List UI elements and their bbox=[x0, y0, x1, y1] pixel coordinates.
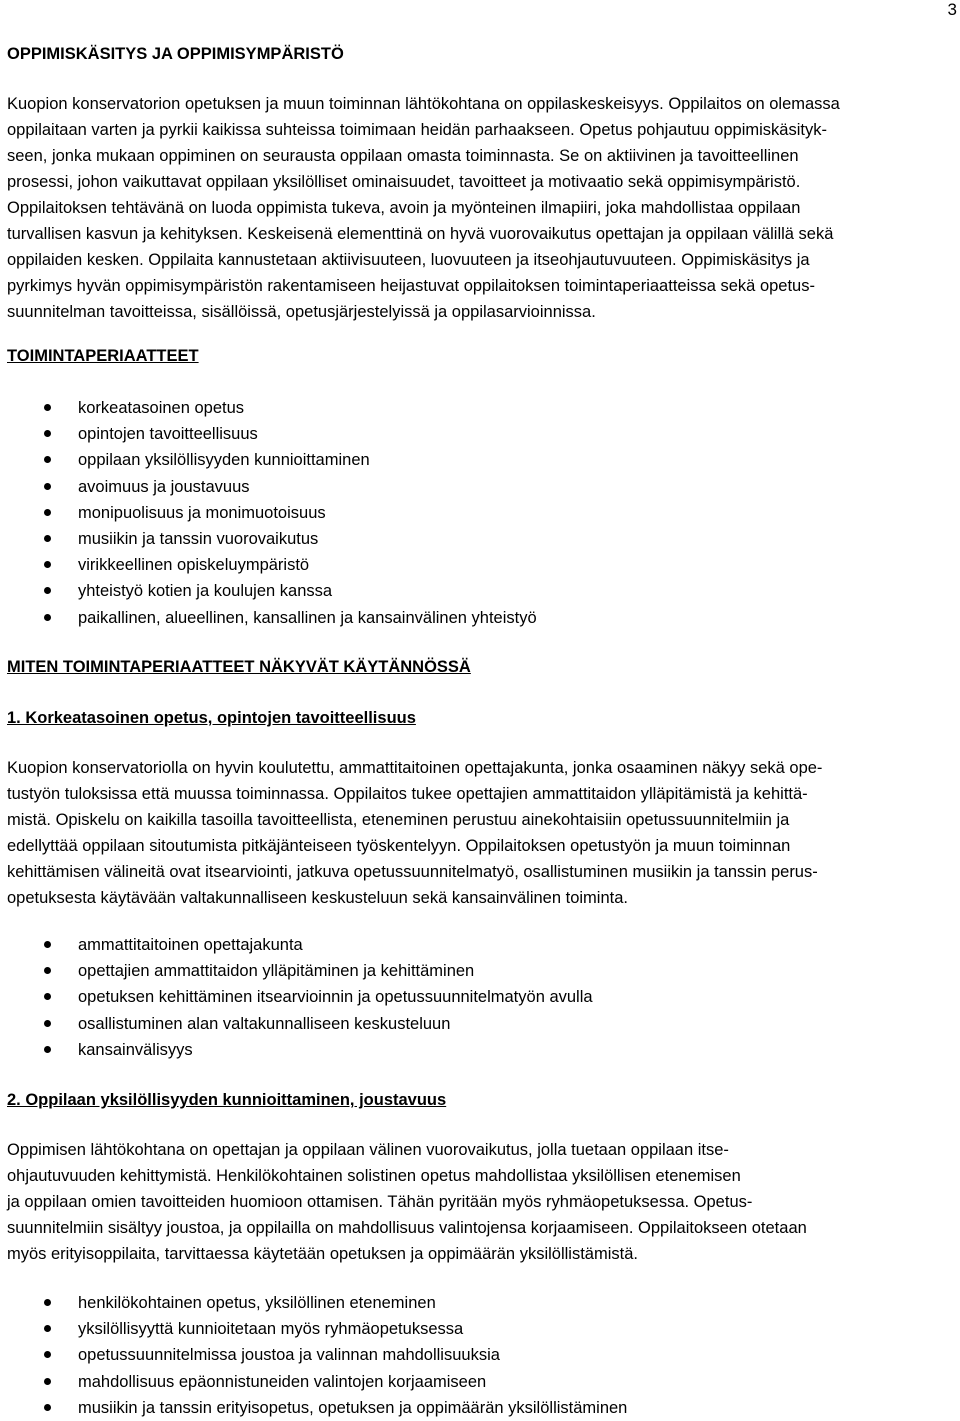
section2-heading: 2. Oppilaan yksilöllisyyden kunnioittaminen, joustavuus bbox=[7, 1091, 447, 1109]
page-title: OPPIMISKÄSITYS JA OPPIMISYMPÄRISTÖ bbox=[7, 45, 344, 63]
text-line: prosessi, johon vaikuttavat oppilaan yksilölliset ominaisuudet, tavoitteet ja motivaatio sekä oppimisympäristö. bbox=[7, 173, 801, 191]
list-item: osallistuminen alan valtakunnalliseen keskusteluun bbox=[7, 1011, 957, 1037]
section1-heading: 1. Korkeatasoinen opetus, opintojen tavoitteellisuus bbox=[7, 709, 416, 727]
list-item: yksilöllisyyttä kunnioitetaan myös ryhmäopetuksessa bbox=[7, 1316, 957, 1342]
list-item: yhteistyö kotien ja koulujen kanssa bbox=[7, 578, 957, 604]
list-item: avoimuus ja joustavuus bbox=[7, 474, 957, 500]
list-item: korkeatasoinen opetus bbox=[7, 395, 957, 421]
practice-heading: MITEN TOIMINTAPERIAATTEET NÄKYVÄT KÄYTÄNNÖSSÄ bbox=[7, 658, 471, 676]
list-item: kansainvälisyys bbox=[7, 1037, 957, 1063]
text-line: Kuopion konservatorion opetuksen ja muun toiminnan lähtökohtana on oppilaskeskeisyys. Oppilaitos on olemassa bbox=[7, 95, 840, 113]
text-line: Oppilaitoksen tehtävänä on luoda oppimista tukeva, avoin ja myönteinen ilmapiiri, joka mahdollistaa oppilaan bbox=[7, 199, 801, 217]
list-item: monipuolisuus ja monimuotoisuus bbox=[7, 500, 957, 526]
list-item: paikallinen, alueellinen, kansallinen ja kansainvälinen yhteistyö bbox=[7, 605, 957, 631]
section2-bullet-list bbox=[7, 1290, 957, 1421]
text-line: mistä. Opiskelu on kaikilla tasoilla tavoitteellista, eteneminen perustuu ainekohtaisiin opetussuunnitelmiin ja bbox=[7, 811, 790, 829]
text-line: ohjautuvuuden kehittymistä. Henkilökohtainen solistinen opetus mahdollistaa yksilöllisen etenemisen bbox=[7, 1167, 741, 1185]
text-line: Oppimisen lähtökohtana on opettajan ja oppilaan välinen vuorovaikutus, jolla tuetaan oppilaan itse- bbox=[7, 1141, 729, 1159]
list-item: ammattitaitoinen opettajakunta bbox=[7, 932, 957, 958]
principles-list bbox=[7, 395, 957, 631]
text-line: suunnitelmiin sisältyy joustoa, ja oppilailla on mahdollisuus valintojensa korjaamiseen. Oppilaitokseen otetaan bbox=[7, 1219, 807, 1237]
list-item: opetussuunnitelmissa joustoa ja valinnan mahdollisuuksia bbox=[7, 1342, 957, 1368]
list-item: oppilaan yksilöllisyyden kunnioittaminen bbox=[7, 447, 957, 473]
text-line: tustyön tuloksissa että muussa toiminnassa. Oppilaitos tukee opettajien ammattitaidon ylläpitämistä ja kehittä- bbox=[7, 785, 808, 803]
page-number: 3 bbox=[947, 0, 957, 19]
section2-paragraph bbox=[7, 1137, 957, 1267]
list-item: opetuksen kehittäminen itsearvioinnin ja opetussuunnitelmatyön avulla bbox=[7, 984, 957, 1010]
list-item: opintojen tavoitteellisuus bbox=[7, 421, 957, 447]
list-item: mahdollisuus epäonnistuneiden valintojen korjaamiseen bbox=[7, 1369, 957, 1395]
text-line: myös erityisoppilaita, tarvittaessa käytetään opetuksen ja oppimäärän yksilöllistämistä. bbox=[7, 1245, 638, 1263]
section1-bullet-list bbox=[7, 932, 957, 1063]
text-line: ja oppilaan omien tavoitteiden huomioon ottamisen. Tähän pyritään myös ryhmäopetuksessa. Opetus- bbox=[7, 1193, 753, 1211]
text-line: pyrkimys hyvän oppimisympäristön rakentamiseen heijastuvat oppilaitoksen toimintaperiaatteissa sekä opetus- bbox=[7, 277, 815, 295]
list-item: virikkeellinen opiskeluympäristö bbox=[7, 552, 957, 578]
section1-paragraph bbox=[7, 755, 957, 911]
text-line: opetuksesta käytävään valtakunnalliseen keskusteluun sekä kansainvälinen toiminta. bbox=[7, 889, 628, 907]
list-item: musiikin ja tanssin vuorovaikutus bbox=[7, 526, 957, 552]
text-line: oppilaitaan varten ja pyrkii kaikissa suhteissa toimimaan heidän parhaakseen. Opetus pohjautuu oppimiskäsityk- bbox=[7, 121, 827, 139]
principles-heading: TOIMINTAPERIAATTEET bbox=[7, 347, 199, 365]
text-line: turvallisen kasvun ja kehityksen. Keskeisenä elementtinä on hyvä vuorovaikutus opettajan ja oppilaan välillä sekä bbox=[7, 225, 834, 243]
text-line: suunnitelman tavoitteissa, sisällöissä, opetusjärjestelyissä ja oppilasarvioinnissa. bbox=[7, 303, 596, 321]
text-line: edellyttää oppilaan sitoutumista pitkäjänteiseen työskentelyyn. Oppilaitoksen opetustyön ja muun toiminnan bbox=[7, 837, 791, 855]
text-line: oppilaiden kesken. Oppilaita kannustetaan aktiivisuuteen, luovuuteen ja itseohjautuvuuteen. Oppimiskäsitys ja bbox=[7, 251, 810, 269]
list-item: henkilökohtainen opetus, yksilöllinen eteneminen bbox=[7, 1290, 957, 1316]
intro-paragraph bbox=[7, 91, 957, 325]
text-line: seen, jonka mukaan oppiminen on seurausta oppilaan omasta toiminnasta. Se on aktiivinen ja tavoitteellinen bbox=[7, 147, 799, 165]
list-item: musiikin ja tanssin erityisopetus, opetuksen ja oppimäärän yksilöllistäminen bbox=[7, 1395, 957, 1421]
text-line: kehittämisen välineitä ovat itsearviointi, jatkuva opetussuunnitelmatyö, osallistuminen musiikin ja tanssin perus- bbox=[7, 863, 818, 881]
list-item: opettajien ammattitaidon ylläpitäminen ja kehittäminen bbox=[7, 958, 957, 984]
text-line: Kuopion konservatoriolla on hyvin koulutettu, ammattitaitoinen opettajakunta, jonka osaaminen näkyy sekä ope- bbox=[7, 759, 823, 777]
